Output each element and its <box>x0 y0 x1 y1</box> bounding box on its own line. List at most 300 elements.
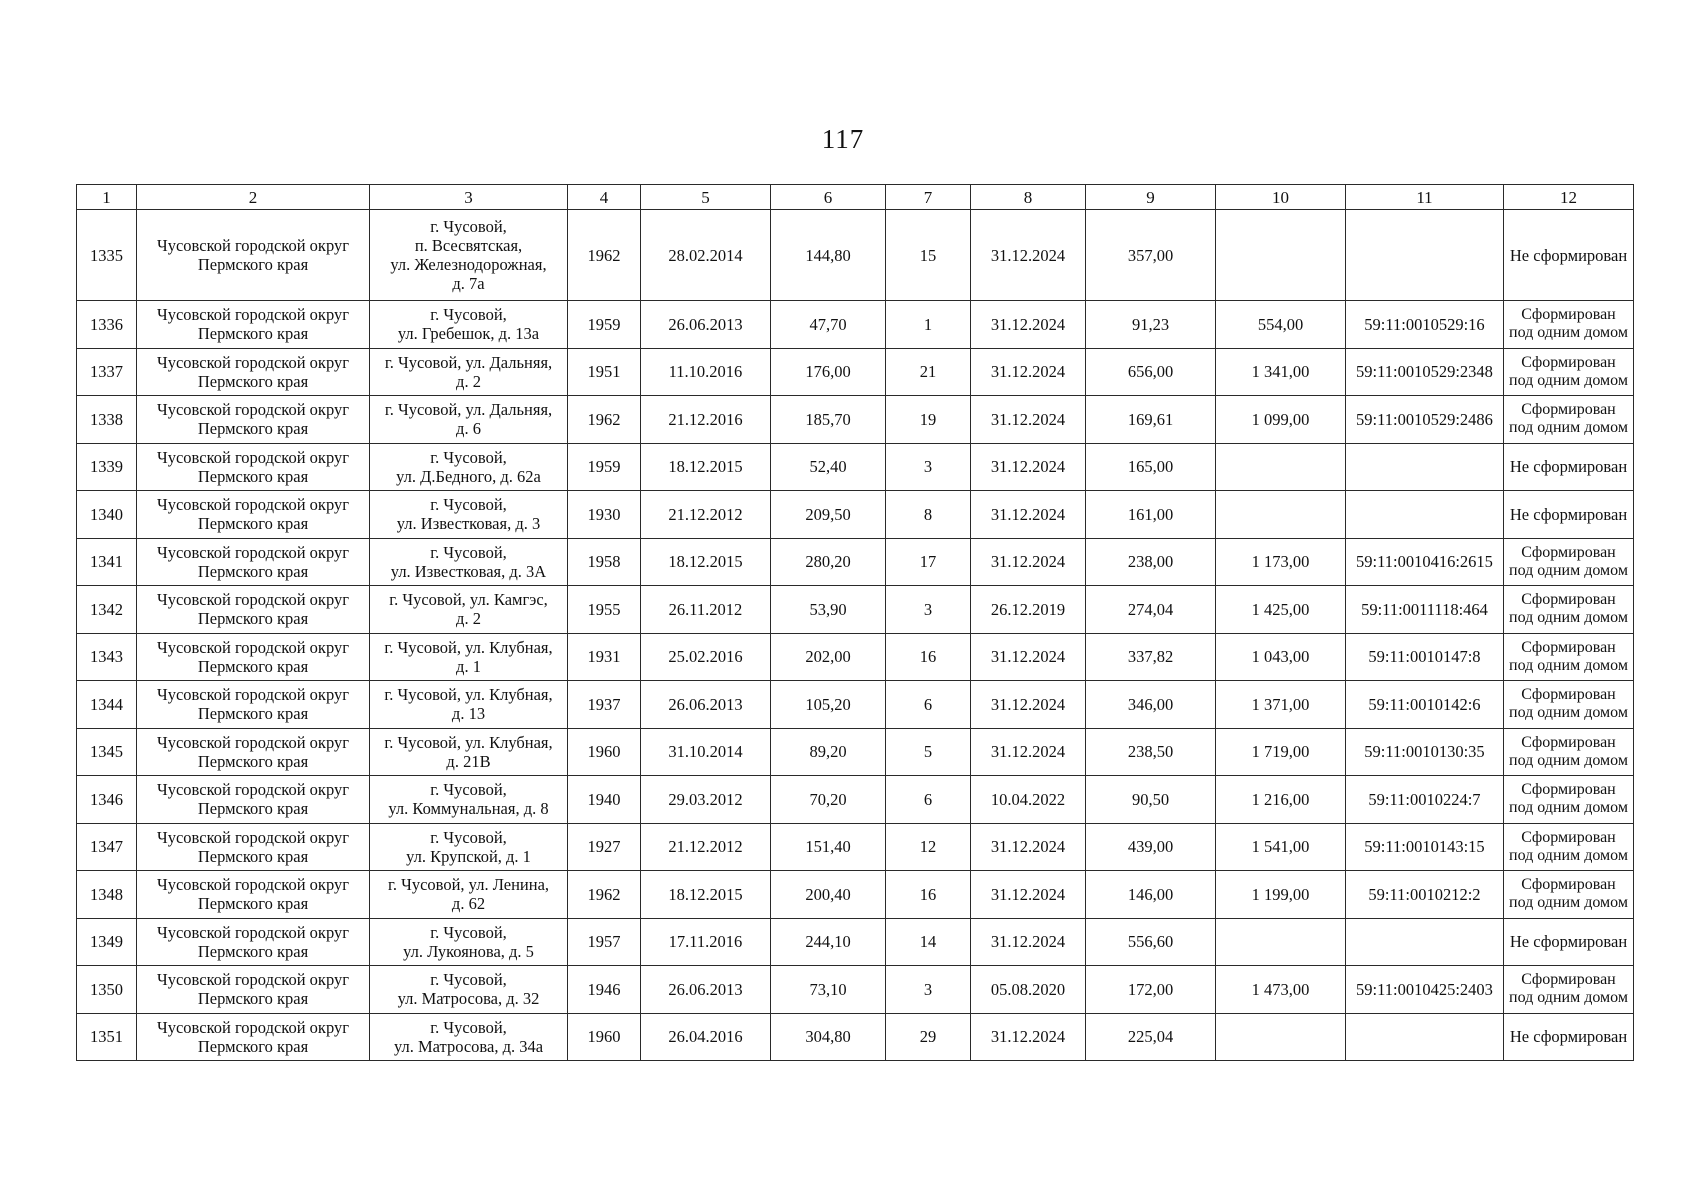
cell-line: Чусовской городской округ <box>157 875 349 895</box>
cell-line: Чусовской городской округ <box>157 922 349 942</box>
cell-line: Сформирован <box>1521 306 1616 324</box>
owner-cell <box>137 681 370 729</box>
cell-line: под одним домом <box>1509 419 1628 437</box>
row-number: 1341 <box>77 538 137 586</box>
cell-line: Не сформирован <box>1509 245 1628 265</box>
cell-line: г. Чусовой, <box>430 217 507 236</box>
owner-cell <box>137 491 370 539</box>
area-cell: 244,10 <box>771 918 886 966</box>
deadline-cell: 31.12.2024 <box>971 918 1086 966</box>
column-header-6: 6 <box>771 185 886 210</box>
cell-line: г. Чусовой, <box>430 447 507 467</box>
cadastral-number-cell: 59:11:0010130:35 <box>1346 728 1504 776</box>
area-cell: 105,20 <box>771 681 886 729</box>
cell-line: Пермского края <box>197 989 309 1009</box>
count-cell: 12 <box>886 823 971 871</box>
cell-line: Не сформирован <box>1509 457 1628 477</box>
date-cell: 18.12.2015 <box>641 538 771 586</box>
cadastral-number-cell <box>1346 491 1504 539</box>
row-number: 1351 <box>77 1013 137 1061</box>
cell-line: Пермского края <box>197 255 309 274</box>
cell-line: Чусовской городской округ <box>157 400 349 420</box>
cell-line: ул. Матросова, д. 34а <box>393 1036 544 1056</box>
cell-line: д. 13 <box>451 704 486 724</box>
cell-line: Пермского края <box>197 419 309 439</box>
cell-line: Чусовской городской округ <box>157 732 349 752</box>
value-cell: 439,00 <box>1086 823 1216 871</box>
value-cell: 146,00 <box>1086 871 1216 919</box>
table-row <box>77 633 1634 681</box>
deadline-cell: 31.12.2024 <box>971 491 1086 539</box>
owner-cell <box>137 301 370 349</box>
cadastral-number-cell <box>1346 443 1504 491</box>
cadastral-number-cell: 59:11:0010425:2403 <box>1346 966 1504 1014</box>
table-row <box>77 823 1634 871</box>
deadline-cell: 31.12.2024 <box>971 871 1086 919</box>
table-row <box>77 966 1634 1014</box>
column-header-11: 11 <box>1346 185 1504 210</box>
value-cell: 238,00 <box>1086 538 1216 586</box>
cell-line: под одним домом <box>1509 656 1628 674</box>
cell-line: г. Чусовой, ул. Камгэс, <box>389 590 548 610</box>
cell-line: Чусовской городской округ <box>157 970 349 990</box>
cadastral-number-cell: 59:11:0010224:7 <box>1346 776 1504 824</box>
cell-line: ул. Матросова, д. 32 <box>397 989 540 1009</box>
land-area-cell <box>1216 918 1346 966</box>
deadline-cell: 31.12.2024 <box>971 823 1086 871</box>
status-cell <box>1504 586 1634 634</box>
cell-line: Не сформирован <box>1509 1027 1628 1047</box>
land-area-cell: 1 216,00 <box>1216 776 1346 824</box>
cell-line: Пермского края <box>197 514 309 534</box>
year-cell: 1931 <box>568 633 641 681</box>
owner-cell <box>137 918 370 966</box>
cell-line: д. 2 <box>456 371 481 391</box>
count-cell: 17 <box>886 538 971 586</box>
cell-line: Пермского края <box>197 324 309 344</box>
cell-line: г. Чусовой, ул. Клубная, <box>384 637 553 657</box>
cell-line: Сформирован <box>1521 781 1616 799</box>
year-cell: 1957 <box>568 918 641 966</box>
year-cell: 1951 <box>568 348 641 396</box>
cell-line: под одним домом <box>1509 751 1628 769</box>
header-row <box>77 185 1634 210</box>
deadline-cell: 10.04.2022 <box>971 776 1086 824</box>
owner-cell <box>137 348 370 396</box>
cell-line: Пермского края <box>197 609 309 629</box>
cell-line: Пермского края <box>197 846 309 866</box>
year-cell: 1930 <box>568 491 641 539</box>
cell-line: Сформирован <box>1521 543 1616 561</box>
address-cell <box>370 586 568 634</box>
address-cell <box>370 491 568 539</box>
deadline-cell: 31.12.2024 <box>971 1013 1086 1061</box>
date-cell: 25.02.2016 <box>641 633 771 681</box>
cell-line: Сформирован <box>1521 353 1616 371</box>
table-row <box>77 210 1634 301</box>
table-row <box>77 871 1634 919</box>
table-row <box>77 443 1634 491</box>
value-cell: 165,00 <box>1086 443 1216 491</box>
area-cell: 200,40 <box>771 871 886 919</box>
address-cell <box>370 1013 568 1061</box>
status-cell <box>1504 776 1634 824</box>
column-header-3: 3 <box>370 185 568 210</box>
cell-line: п. Всесвятская, <box>414 236 523 255</box>
cell-line: Чусовской городской округ <box>157 542 349 562</box>
owner-cell <box>137 210 370 301</box>
deadline-cell: 31.12.2024 <box>971 681 1086 729</box>
cadastral-number-cell <box>1346 210 1504 301</box>
count-cell: 16 <box>886 633 971 681</box>
cadastral-number-cell: 59:11:0010529:2486 <box>1346 396 1504 444</box>
land-area-cell: 1 719,00 <box>1216 728 1346 776</box>
cell-line: Сформирован <box>1521 971 1616 989</box>
cell-line: Чусовской городской округ <box>157 637 349 657</box>
land-area-cell: 1 473,00 <box>1216 966 1346 1014</box>
owner-cell <box>137 871 370 919</box>
date-cell: 21.12.2012 <box>641 491 771 539</box>
cell-line: под одним домом <box>1509 561 1628 579</box>
table-header <box>77 185 1634 210</box>
table-body <box>77 210 1634 1061</box>
value-cell: 169,61 <box>1086 396 1216 444</box>
cell-line: д. 62 <box>451 894 486 914</box>
value-cell: 91,23 <box>1086 301 1216 349</box>
cell-line: Пермского края <box>197 656 309 676</box>
owner-cell <box>137 1013 370 1061</box>
cell-line: ул. Железнодорожная, <box>390 255 547 274</box>
owner-cell <box>137 586 370 634</box>
row-number: 1344 <box>77 681 137 729</box>
count-cell: 6 <box>886 776 971 824</box>
land-area-cell: 1 173,00 <box>1216 538 1346 586</box>
cell-line: Не сформирован <box>1509 504 1628 524</box>
date-cell: 29.03.2012 <box>641 776 771 824</box>
year-cell: 1940 <box>568 776 641 824</box>
cell-line: г. Чусовой, <box>430 542 507 562</box>
cell-line: г. Чусовой, ул. Клубная, <box>384 732 553 752</box>
date-cell: 26.06.2013 <box>641 966 771 1014</box>
table-row <box>77 586 1634 634</box>
count-cell: 29 <box>886 1013 971 1061</box>
cell-line: ул. Д.Бедного, д. 62а <box>396 466 541 486</box>
column-header-12: 12 <box>1504 185 1634 210</box>
cell-line: г. Чусовой, ул. Дальняя, <box>384 352 553 372</box>
land-area-cell: 1 043,00 <box>1216 633 1346 681</box>
cell-line: ул. Гребешок, д. 13а <box>397 324 540 344</box>
value-cell: 357,00 <box>1086 210 1216 301</box>
table-row <box>77 396 1634 444</box>
year-cell: 1937 <box>568 681 641 729</box>
cell-line: д. 1 <box>456 656 481 676</box>
cell-line: г. Чусовой, <box>430 495 507 515</box>
cell-line: Не сформирован <box>1509 932 1628 952</box>
value-cell: 238,50 <box>1086 728 1216 776</box>
area-cell: 53,90 <box>771 586 886 634</box>
row-number: 1345 <box>77 728 137 776</box>
row-number: 1340 <box>77 491 137 539</box>
deadline-cell: 31.12.2024 <box>971 443 1086 491</box>
cell-line: под одним домом <box>1509 371 1628 389</box>
count-cell: 5 <box>886 728 971 776</box>
cell-line: под одним домом <box>1509 704 1628 722</box>
cell-line: г. Чусовой, ул. Ленина, <box>387 875 550 895</box>
cadastral-number-cell <box>1346 918 1504 966</box>
column-header-1: 1 <box>77 185 137 210</box>
area-cell: 70,20 <box>771 776 886 824</box>
area-cell: 144,80 <box>771 210 886 301</box>
page-number: 117 <box>821 124 865 154</box>
land-area-cell: 1 371,00 <box>1216 681 1346 729</box>
land-area-cell <box>1216 491 1346 539</box>
table-row <box>77 1013 1634 1061</box>
date-cell: 26.06.2013 <box>641 681 771 729</box>
cell-line: под одним домом <box>1509 894 1628 912</box>
column-header-2: 2 <box>137 185 370 210</box>
cell-line: Чусовской городской округ <box>157 1017 349 1037</box>
count-cell: 1 <box>886 301 971 349</box>
deadline-cell: 31.12.2024 <box>971 210 1086 301</box>
cell-line: Чусовской городской округ <box>157 827 349 847</box>
row-number: 1336 <box>77 301 137 349</box>
deadline-cell: 31.12.2024 <box>971 633 1086 681</box>
status-cell <box>1504 396 1634 444</box>
row-number: 1342 <box>77 586 137 634</box>
cadastral-number-cell: 59:11:0010142:6 <box>1346 681 1504 729</box>
count-cell: 16 <box>886 871 971 919</box>
value-cell: 274,04 <box>1086 586 1216 634</box>
cell-line: Сформирован <box>1521 828 1616 846</box>
cell-line: Чусовской городской округ <box>157 236 349 255</box>
row-number: 1348 <box>77 871 137 919</box>
cell-line: ул. Коммунальная, д. 8 <box>388 799 549 819</box>
count-cell: 15 <box>886 210 971 301</box>
cell-line: ул. Известковая, д. 3А <box>390 561 547 581</box>
cell-line: Чусовской городской округ <box>157 447 349 467</box>
value-cell: 346,00 <box>1086 681 1216 729</box>
deadline-cell: 31.12.2024 <box>971 396 1086 444</box>
status-cell <box>1504 823 1634 871</box>
deadline-cell: 26.12.2019 <box>971 586 1086 634</box>
year-cell: 1958 <box>568 538 641 586</box>
deadline-cell: 31.12.2024 <box>971 348 1086 396</box>
cell-line: Пермского края <box>197 894 309 914</box>
address-cell <box>370 348 568 396</box>
count-cell: 6 <box>886 681 971 729</box>
row-number: 1338 <box>77 396 137 444</box>
row-number: 1346 <box>77 776 137 824</box>
table-row <box>77 538 1634 586</box>
owner-cell <box>137 396 370 444</box>
cadastral-number-cell: 59:11:0010212:2 <box>1346 871 1504 919</box>
value-cell: 556,60 <box>1086 918 1216 966</box>
status-cell <box>1504 348 1634 396</box>
count-cell: 3 <box>886 966 971 1014</box>
cell-line: под одним домом <box>1509 324 1628 342</box>
year-cell: 1959 <box>568 301 641 349</box>
land-area-cell: 1 425,00 <box>1216 586 1346 634</box>
column-header-9: 9 <box>1086 185 1216 210</box>
count-cell: 8 <box>886 491 971 539</box>
date-cell: 26.11.2012 <box>641 586 771 634</box>
year-cell: 1927 <box>568 823 641 871</box>
address-cell <box>370 918 568 966</box>
status-cell <box>1504 681 1634 729</box>
owner-cell <box>137 443 370 491</box>
address-cell <box>370 728 568 776</box>
land-area-cell: 1 541,00 <box>1216 823 1346 871</box>
address-cell <box>370 823 568 871</box>
address-cell <box>370 443 568 491</box>
row-number: 1337 <box>77 348 137 396</box>
cadastral-number-cell: 59:11:0010147:8 <box>1346 633 1504 681</box>
date-cell: 31.10.2014 <box>641 728 771 776</box>
cell-line: ул. Известковая, д. 3 <box>396 514 541 534</box>
status-cell <box>1504 538 1634 586</box>
cell-line: под одним домом <box>1509 609 1628 627</box>
land-area-cell <box>1216 210 1346 301</box>
row-number: 1350 <box>77 966 137 1014</box>
cell-line: д. 7а <box>452 274 485 293</box>
table-row <box>77 918 1634 966</box>
cadastral-number-cell: 59:11:0010529:16 <box>1346 301 1504 349</box>
cell-line: г. Чусовой, ул. Клубная, <box>384 685 553 705</box>
area-cell: 73,10 <box>771 966 886 1014</box>
status-cell <box>1504 728 1634 776</box>
cell-line: г. Чусовой, <box>430 780 507 800</box>
land-area-cell: 554,00 <box>1216 301 1346 349</box>
row-number: 1335 <box>77 210 137 301</box>
year-cell: 1959 <box>568 443 641 491</box>
cell-line: Сформирован <box>1521 733 1616 751</box>
area-cell: 202,00 <box>771 633 886 681</box>
row-number: 1347 <box>77 823 137 871</box>
address-cell <box>370 776 568 824</box>
count-cell: 19 <box>886 396 971 444</box>
year-cell: 1962 <box>568 210 641 301</box>
cell-line: Пермского края <box>197 751 309 771</box>
housing-register-table <box>76 184 1634 1061</box>
cell-line: под одним домом <box>1509 989 1628 1007</box>
table-row <box>77 681 1634 729</box>
cell-line: Чусовской городской округ <box>157 495 349 515</box>
table-row <box>77 491 1634 539</box>
status-cell <box>1504 491 1634 539</box>
date-cell: 21.12.2016 <box>641 396 771 444</box>
land-area-cell: 1 199,00 <box>1216 871 1346 919</box>
cell-line: г. Чусовой, <box>430 970 507 990</box>
cadastral-number-cell: 59:11:0010529:2348 <box>1346 348 1504 396</box>
value-cell: 161,00 <box>1086 491 1216 539</box>
value-cell: 656,00 <box>1086 348 1216 396</box>
value-cell: 172,00 <box>1086 966 1216 1014</box>
cell-line: д. 6 <box>456 419 481 439</box>
address-cell <box>370 681 568 729</box>
cell-line: Чусовской городской округ <box>157 590 349 610</box>
status-cell <box>1504 210 1634 301</box>
address-cell <box>370 210 568 301</box>
count-cell: 14 <box>886 918 971 966</box>
owner-cell <box>137 776 370 824</box>
area-cell: 304,80 <box>771 1013 886 1061</box>
column-header-8: 8 <box>971 185 1086 210</box>
cell-line: Чусовской городской округ <box>157 685 349 705</box>
status-cell <box>1504 633 1634 681</box>
address-cell <box>370 301 568 349</box>
owner-cell <box>137 538 370 586</box>
year-cell: 1955 <box>568 586 641 634</box>
cell-line: г. Чусовой, <box>430 1017 507 1037</box>
cadastral-number-cell: 59:11:0010416:2615 <box>1346 538 1504 586</box>
status-cell <box>1504 1013 1634 1061</box>
area-cell: 47,70 <box>771 301 886 349</box>
area-cell: 151,40 <box>771 823 886 871</box>
year-cell: 1960 <box>568 1013 641 1061</box>
land-area-cell <box>1216 1013 1346 1061</box>
deadline-cell: 05.08.2020 <box>971 966 1086 1014</box>
column-header-4: 4 <box>568 185 641 210</box>
cell-line: Пермского края <box>197 799 309 819</box>
cell-line: Пермского края <box>197 1036 309 1056</box>
cadastral-number-cell <box>1346 1013 1504 1061</box>
column-header-7: 7 <box>886 185 971 210</box>
owner-cell <box>137 633 370 681</box>
column-header-5: 5 <box>641 185 771 210</box>
cell-line: г. Чусовой, <box>430 827 507 847</box>
address-cell <box>370 396 568 444</box>
table-row <box>77 348 1634 396</box>
status-cell <box>1504 918 1634 966</box>
date-cell: 21.12.2012 <box>641 823 771 871</box>
status-cell <box>1504 871 1634 919</box>
status-cell <box>1504 443 1634 491</box>
table-row <box>77 728 1634 776</box>
row-number: 1343 <box>77 633 137 681</box>
land-area-cell: 1 341,00 <box>1216 348 1346 396</box>
address-cell <box>370 966 568 1014</box>
cell-line: Сформирован <box>1521 401 1616 419</box>
cell-line: Сформирован <box>1521 876 1616 894</box>
cell-line: г. Чусовой, <box>430 922 507 942</box>
area-cell: 185,70 <box>771 396 886 444</box>
cell-line: Чусовской городской округ <box>157 352 349 372</box>
date-cell: 26.06.2013 <box>641 301 771 349</box>
cell-line: Чусовской городской округ <box>157 780 349 800</box>
cell-line: д. 2 <box>456 609 481 629</box>
cell-line: г. Чусовой, <box>430 305 507 325</box>
cell-line: под одним домом <box>1509 846 1628 864</box>
deadline-cell: 31.12.2024 <box>971 728 1086 776</box>
address-cell <box>370 633 568 681</box>
cell-line: Сформирован <box>1521 591 1616 609</box>
address-cell <box>370 871 568 919</box>
value-cell: 225,04 <box>1086 1013 1216 1061</box>
cell-line: Сформирован <box>1521 686 1616 704</box>
date-cell: 18.12.2015 <box>641 443 771 491</box>
cell-line: Пермского края <box>197 371 309 391</box>
row-number: 1349 <box>77 918 137 966</box>
date-cell: 18.12.2015 <box>641 871 771 919</box>
column-header-10: 10 <box>1216 185 1346 210</box>
date-cell: 28.02.2014 <box>641 210 771 301</box>
status-cell <box>1504 966 1634 1014</box>
land-area-cell: 1 099,00 <box>1216 396 1346 444</box>
area-cell: 89,20 <box>771 728 886 776</box>
cadastral-number-cell: 59:11:0011118:464 <box>1346 586 1504 634</box>
count-cell: 3 <box>886 443 971 491</box>
cadastral-number-cell: 59:11:0010143:15 <box>1346 823 1504 871</box>
